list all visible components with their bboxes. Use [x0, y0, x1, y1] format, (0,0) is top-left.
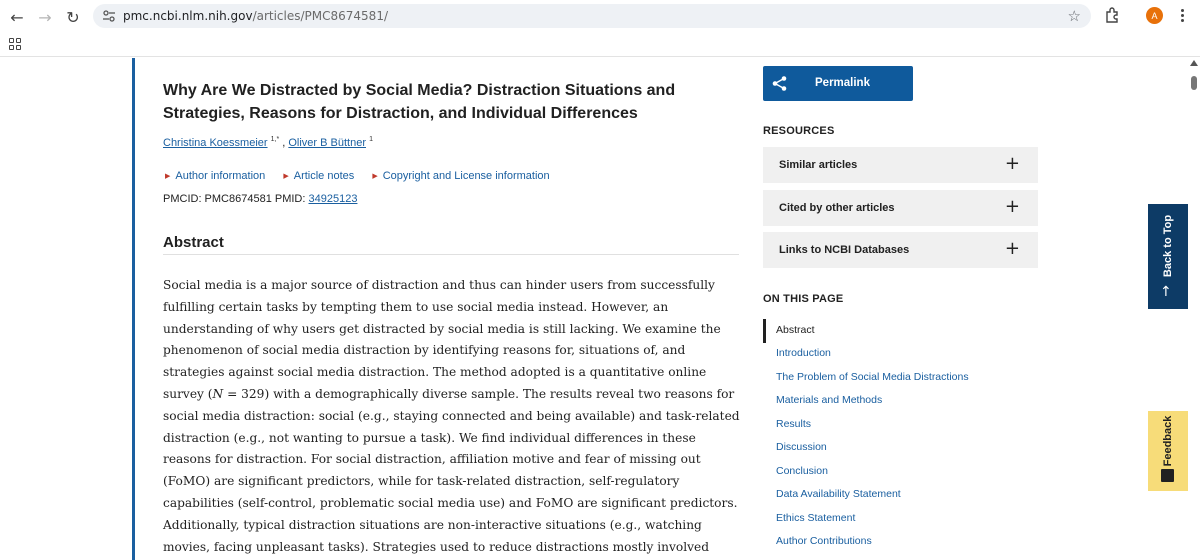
accordion-label: Similar articles — [779, 159, 858, 171]
ncbi-databases-accordion[interactable] — [763, 232, 1038, 268]
author-affiliation-sup: 1 — [369, 136, 373, 143]
plus-icon: + — [1004, 196, 1020, 217]
apps-icon[interactable] — [9, 38, 21, 50]
triangle-right-icon: ▶ — [283, 173, 289, 180]
author-link-koessmeier[interactable]: Christina Koessmeier — [163, 137, 268, 149]
feedback-icon — [1161, 469, 1174, 482]
copyright-license-toggle[interactable]: ▶ Copyright and License information — [372, 170, 550, 182]
similar-articles-accordion[interactable] — [763, 147, 1038, 183]
toc-item-data-availability[interactable]: Data Availability Statement — [776, 488, 901, 500]
author-information-toggle[interactable]: ▶ Author information — [165, 170, 266, 182]
article-title: Why Are We Distracted by Social Media? Distraction Situations and Strategies, Reasons for Distraction, and Individual Differences — [163, 82, 676, 122]
toc-item-abstract[interactable]: Abstract — [776, 324, 815, 336]
permalink-label: Permalink — [815, 77, 870, 89]
abstract-divider — [163, 254, 739, 255]
content-left-rule — [132, 58, 135, 560]
accordion-label: Cited by other articles — [779, 202, 895, 214]
profile-avatar[interactable]: A — [1146, 7, 1163, 24]
pmid-link[interactable]: 34925123 — [308, 193, 358, 205]
toc-item-problem[interactable]: The Problem of Social Media Distractions — [776, 371, 969, 383]
article-notes-toggle[interactable]: ▶ Article notes — [283, 170, 355, 182]
toc-item-discussion[interactable]: Discussion — [776, 441, 827, 453]
back-to-top-button[interactable] — [1148, 204, 1188, 309]
scroll-thumb[interactable] — [1191, 76, 1197, 90]
triangle-right-icon: ▶ — [372, 173, 378, 180]
extensions-icon[interactable] — [1103, 5, 1123, 25]
toc-item-author-contributions[interactable]: Author Contributions — [776, 535, 872, 547]
toc-active-indicator — [763, 319, 766, 343]
article-page — [0, 58, 1200, 560]
back-to-top-label: Back to Top — [1162, 214, 1174, 278]
back-icon[interactable]: ← — [10, 7, 24, 27]
reload-icon[interactable]: ↻ — [66, 7, 80, 27]
plus-icon: + — [1004, 153, 1020, 174]
url-text: pmc.ncbi.nlm.nih.gov/articles/PMC8674581/ — [123, 9, 388, 23]
toc-item-introduction[interactable]: Introduction — [776, 347, 831, 359]
tune-icon[interactable] — [101, 8, 117, 24]
article-ids — [163, 193, 357, 205]
author-separator: , — [282, 137, 289, 149]
share-icon — [771, 75, 788, 92]
toc-item-conclusion[interactable]: Conclusion — [776, 465, 828, 477]
forward-icon[interactable]: → — [38, 7, 52, 27]
toc-item-ethics[interactable]: Ethics Statement — [776, 512, 856, 524]
page-scrollbar[interactable] — [1188, 58, 1200, 560]
address-bar[interactable] — [93, 4, 1091, 28]
feedback-button[interactable] — [1148, 411, 1188, 491]
abstract-text: Social media is a major source of distraction and thus can hinder users from successfully fulfilling certain tasks by tempting them to use social media instead. However, an understanding of why users get distracted by social media is still lacking. We examine the phenomenon of social media distraction by identifying reasons for, situations of, and strategies against social media distraction. The method adopted is a quantitative online survey (N = 329) with a demographically diverse sample. The results reveal two reasons for social media distraction: social (e.g., staying connected and being available) and task-related distraction (e.g., not wanting to pursue a task). We find individual differences in these reasons for distraction. For social distraction, affiliation motive and fear of missing out (FoMO) are significant predictors, while for task-related distraction, self-regulatory capabilities (self-control, problematic social media use) and FoMO are significant predictors. Additionally, typical distraction situations are non-interactive situations (e.g., watching movies, facing unpleasant tasks). Strategies used to reduce distractions mostly involved — [163, 278, 740, 554]
cited-by-accordion[interactable] — [763, 190, 1038, 226]
author-list — [163, 136, 373, 149]
on-this-page-heading: ON THIS PAGE — [763, 293, 844, 305]
abstract-heading: Abstract — [163, 234, 224, 251]
author-affiliation-sup: 1,* — [270, 136, 280, 143]
resources-heading: RESOURCES — [763, 125, 835, 137]
triangle-right-icon: ▶ — [165, 173, 171, 180]
bookmark-star-icon[interactable]: ☆ — [1067, 7, 1081, 25]
article-meta-links — [165, 170, 565, 182]
browser-toolbar — [0, 0, 1200, 57]
permalink-button[interactable] — [763, 66, 913, 101]
accordion-label: Links to NCBI Databases — [779, 244, 910, 256]
menu-icon[interactable] — [1174, 5, 1190, 25]
arrow-up-icon: ↑ — [1160, 284, 1172, 300]
feedback-label: Feedback — [1162, 415, 1174, 467]
author-link-buttner[interactable]: Oliver B Büttner — [288, 137, 366, 149]
scroll-up-arrow-icon[interactable] — [1190, 60, 1198, 66]
toc-item-results[interactable]: Results — [776, 418, 812, 430]
pmcid-label: PMCID: PMC8674581 PMID: — [163, 193, 309, 205]
toc-item-methods[interactable]: Materials and Methods — [776, 394, 883, 406]
plus-icon: + — [1004, 238, 1020, 259]
